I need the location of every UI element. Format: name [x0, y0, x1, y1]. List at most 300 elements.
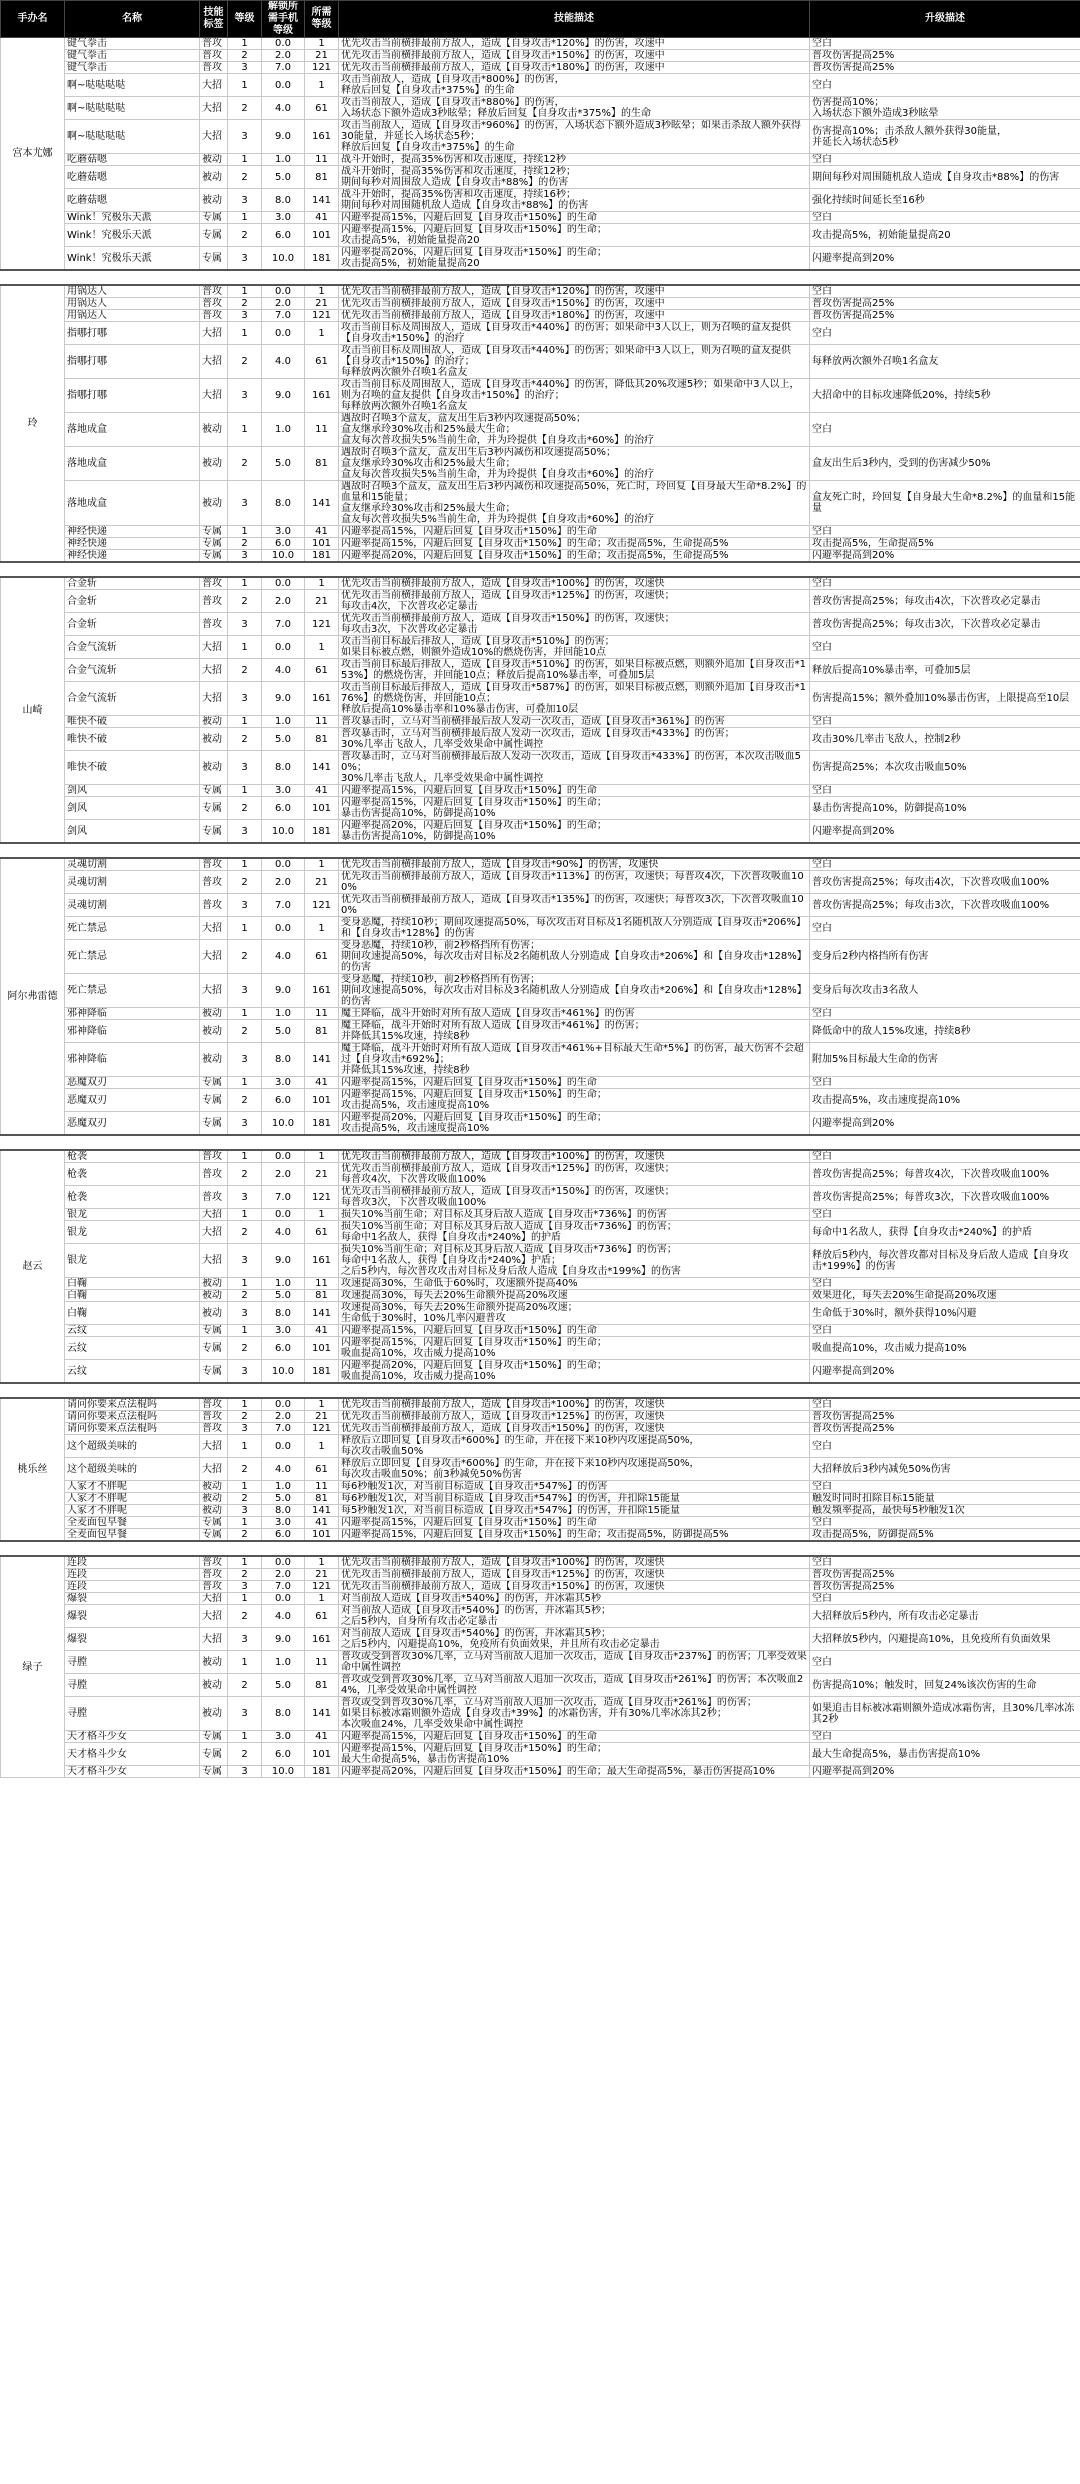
required-level: 11	[305, 154, 339, 166]
table-row	[1, 1569, 1080, 1581]
upgrade-description: 空白	[810, 212, 1080, 224]
skill-name: 合金气流斩	[65, 682, 200, 716]
skill-name: 合金气流斩	[65, 636, 200, 659]
skill-level: 3	[228, 1766, 262, 1778]
upgrade-description: 空白	[810, 858, 1080, 871]
skill-level: 3	[228, 894, 262, 917]
upgrade-description: 效果进化，每失去20%生命提高20%攻速	[810, 1290, 1080, 1302]
skill-level: 2	[228, 1163, 262, 1186]
skill-tag: 专属	[200, 785, 228, 797]
skill-level: 1	[228, 526, 262, 538]
skill-level: 1	[228, 322, 262, 345]
skill-description: 闪避率提高15%，闪避后回复【自身攻击*150%】的生命	[339, 1731, 810, 1743]
skill-level: 2	[228, 797, 262, 820]
phone-level: 0.0	[262, 38, 305, 50]
phone-level: 3.0	[262, 212, 305, 224]
skill-level: 2	[228, 1411, 262, 1423]
skill-description: 优先攻击当前横排最前方敌人，造成【自身攻击*150%】的伤害，攻速快； 每普攻3次，下次普攻吸血100%	[339, 1186, 810, 1209]
skill-tag: 专属	[200, 247, 228, 271]
skill-tag: 大招	[200, 659, 228, 682]
skill-name: 恶魔双刃	[65, 1112, 200, 1136]
skill-description: 闪避率提高15%，闪避后回复【自身攻击*150%】的生命	[339, 785, 810, 797]
skill-tag: 大招	[200, 345, 228, 379]
skill-description: 闪避率提高15%，闪避后回复【自身攻击*150%】的生命； 暴击伤害提高10%，防御提高10%	[339, 797, 810, 820]
phone-level: 6.0	[262, 1337, 305, 1360]
phone-level: 0.0	[262, 1150, 305, 1163]
phone-level: 7.0	[262, 613, 305, 636]
required-level: 101	[305, 1529, 339, 1542]
table-row	[1, 50, 1080, 62]
phone-level: 9.0	[262, 379, 305, 413]
required-level: 101	[305, 797, 339, 820]
skill-name: 灵魂切割	[65, 894, 200, 917]
required-level: 141	[305, 1697, 339, 1731]
upgrade-description: 空白	[810, 636, 1080, 659]
required-level: 81	[305, 1674, 339, 1697]
skill-name: 死亡禁忌	[65, 974, 200, 1008]
required-level: 121	[305, 1186, 339, 1209]
phone-level: 6.0	[262, 538, 305, 550]
skill-level: 1	[228, 74, 262, 97]
table-row	[1, 751, 1080, 785]
phone-level: 8.0	[262, 481, 305, 526]
phone-level: 6.0	[262, 1089, 305, 1112]
phone-level: 6.0	[262, 1743, 305, 1766]
upgrade-description: 普攻伤害提高25%；每攻击4次，下次普攻必定暴击	[810, 590, 1080, 613]
required-level: 181	[305, 1766, 339, 1778]
phone-level: 3.0	[262, 1325, 305, 1337]
phone-level: 2.0	[262, 1163, 305, 1186]
phone-level: 7.0	[262, 310, 305, 322]
upgrade-description: 闪避率提高到20%	[810, 820, 1080, 844]
skill-description: 普攻或受到普攻30%几率，立马对当前敌人追加一次攻击，造成【自身攻击*261%】的伤害；本次吸血24%，几率受效果命中属性调控	[339, 1674, 810, 1697]
group-separator	[1, 1541, 1080, 1556]
phone-level: 10.0	[262, 247, 305, 271]
skill-tag: 大招	[200, 1221, 228, 1244]
skill-description: 攻速提高30%，每失去20%生命额外提高20%攻速	[339, 1290, 810, 1302]
table-row	[1, 345, 1080, 379]
phone-level: 2.0	[262, 298, 305, 310]
skill-level: 2	[228, 1290, 262, 1302]
skill-tag: 普攻	[200, 285, 228, 298]
skill-tag: 普攻	[200, 1423, 228, 1435]
skill-tag: 专属	[200, 1529, 228, 1542]
group-gap	[1, 270, 1080, 285]
upgrade-description: 空白	[810, 917, 1080, 940]
upgrade-description: 强化持续时间延长至16秒	[810, 189, 1080, 212]
skill-name: 云纹	[65, 1360, 200, 1384]
skill-name: 连段	[65, 1581, 200, 1593]
skill-level: 1	[228, 1651, 262, 1674]
table-row	[1, 166, 1080, 189]
upgrade-description: 空白	[810, 1398, 1080, 1411]
table-body	[1, 38, 1080, 1778]
skill-name: 邪神降临	[65, 1020, 200, 1043]
required-level: 121	[305, 310, 339, 322]
skill-name: 恶魔双刃	[65, 1089, 200, 1112]
upgrade-description: 变身后每次攻击3名敌人	[810, 974, 1080, 1008]
group-separator	[1, 562, 1080, 577]
table-row	[1, 590, 1080, 613]
header-phone-level: 解锁所需手机等级	[262, 1, 305, 38]
table-row	[1, 247, 1080, 271]
required-level: 161	[305, 1628, 339, 1651]
skill-level: 2	[228, 1458, 262, 1481]
skill-tag: 专属	[200, 1325, 228, 1337]
header-figure: 手办名	[1, 1, 65, 38]
required-level: 101	[305, 538, 339, 550]
skill-description: 攻速提高30%，每失去20%生命额外提高20%攻速； 生命低于30%时，10%几率闪避普攻	[339, 1302, 810, 1325]
skill-tag: 普攻	[200, 871, 228, 894]
required-level: 161	[305, 120, 339, 154]
table-row	[1, 716, 1080, 728]
skill-level: 3	[228, 613, 262, 636]
phone-level: 0.0	[262, 1209, 305, 1221]
skill-level: 3	[228, 1505, 262, 1517]
phone-level: 5.0	[262, 1674, 305, 1697]
skill-description: 变身恶魔，持续10秒，前2秒格挡所有伤害； 期间攻速提高50%，每次攻击对目标及2名随机敌人分别造成【自身攻击*206%】和【自身攻击*128%】的伤害	[339, 940, 810, 974]
skill-name: 灵魂切割	[65, 871, 200, 894]
skill-description: 损失10%当前生命；对目标及其身后敌人造成【自身攻击*736%】的伤害	[339, 1209, 810, 1221]
skill-name: 合金斩	[65, 577, 200, 590]
phone-level: 0.0	[262, 1398, 305, 1411]
upgrade-description: 大招命中的目标攻速降低20%，持续5秒	[810, 379, 1080, 413]
skill-name: 吃蘑菇嗯	[65, 189, 200, 212]
phone-level: 5.0	[262, 728, 305, 751]
phone-level: 10.0	[262, 1360, 305, 1384]
phone-level: 3.0	[262, 1731, 305, 1743]
skill-level: 3	[228, 550, 262, 563]
upgrade-description: 空白	[810, 74, 1080, 97]
skill-tag: 专属	[200, 797, 228, 820]
table-row	[1, 1651, 1080, 1674]
phone-level: 0.0	[262, 858, 305, 871]
table-row	[1, 1674, 1080, 1697]
upgrade-description: 普攻伤害提高25%	[810, 62, 1080, 74]
skill-description: 优先攻击当前横排最前方敌人，造成【自身攻击*150%】的伤害，攻速快	[339, 1581, 810, 1593]
skill-tag: 被动	[200, 1290, 228, 1302]
skill-level: 2	[228, 1674, 262, 1697]
figure-name: 玲	[1, 285, 65, 562]
skill-description: 魔王降临，战斗开始时对所有敌人造成【自身攻击*461%】的伤害； 并降低其15%攻速，持续8秒	[339, 1020, 810, 1043]
table-row	[1, 298, 1080, 310]
skill-tag: 普攻	[200, 1581, 228, 1593]
required-level: 181	[305, 1360, 339, 1384]
skill-tag: 专属	[200, 1517, 228, 1529]
skill-level: 1	[228, 1325, 262, 1337]
skill-name: 连段	[65, 1556, 200, 1569]
table-row	[1, 1505, 1080, 1517]
skill-name: 云纹	[65, 1325, 200, 1337]
skill-name: 用锅达人	[65, 285, 200, 298]
skill-name: Wink！究极乐天派	[65, 247, 200, 271]
skill-name: 合金斩	[65, 590, 200, 613]
required-level: 1	[305, 38, 339, 50]
table-row	[1, 1020, 1080, 1043]
required-level: 1	[305, 917, 339, 940]
skill-level: 2	[228, 345, 262, 379]
skill-tag: 专属	[200, 1731, 228, 1743]
skill-name: 剑风	[65, 820, 200, 844]
skill-tag: 专属	[200, 550, 228, 563]
table-row	[1, 1697, 1080, 1731]
table-row	[1, 871, 1080, 894]
upgrade-description: 降低命中的敌人15%攻速，持续8秒	[810, 1020, 1080, 1043]
phone-level: 4.0	[262, 97, 305, 120]
table-row	[1, 1209, 1080, 1221]
table-row	[1, 322, 1080, 345]
skill-description: 优先攻击当前横排最前方敌人，造成【自身攻击*125%】的伤害，攻速快	[339, 1411, 810, 1423]
skill-level: 1	[228, 785, 262, 797]
skill-name: 啊~哒哒哒哒	[65, 120, 200, 154]
phone-level: 1.0	[262, 1278, 305, 1290]
upgrade-description: 空白	[810, 1481, 1080, 1493]
skill-level: 1	[228, 1209, 262, 1221]
phone-level: 0.0	[262, 1593, 305, 1605]
skill-level: 3	[228, 1423, 262, 1435]
skill-tag: 专属	[200, 1360, 228, 1384]
upgrade-description: 普攻伤害提高25%	[810, 1423, 1080, 1435]
skill-level: 1	[228, 1481, 262, 1493]
required-level: 61	[305, 1605, 339, 1628]
skill-name: 天才格斗少女	[65, 1766, 200, 1778]
skill-description: 闪避率提高15%，闪避后回复【自身攻击*150%】的生命； 攻击提高5%，初始能量提高20	[339, 224, 810, 247]
phone-level: 0.0	[262, 1556, 305, 1569]
skill-tag: 专属	[200, 526, 228, 538]
skill-level: 2	[228, 97, 262, 120]
required-level: 141	[305, 481, 339, 526]
required-level: 11	[305, 1651, 339, 1674]
required-level: 1	[305, 74, 339, 97]
skill-level: 2	[228, 659, 262, 682]
required-level: 101	[305, 1337, 339, 1360]
skill-tag: 专属	[200, 224, 228, 247]
skill-description: 闪避率提高15%，闪避后回复【自身攻击*150%】的生命；攻击提高5%，防御提高5%	[339, 1529, 810, 1542]
skill-level: 3	[228, 1244, 262, 1278]
table-row	[1, 1302, 1080, 1325]
table-row	[1, 1481, 1080, 1493]
required-level: 11	[305, 716, 339, 728]
phone-level: 2.0	[262, 50, 305, 62]
skill-level: 2	[228, 224, 262, 247]
skill-name: 合金气流斩	[65, 659, 200, 682]
upgrade-description: 盒友出生后3秒内，受到的伤害减少50%	[810, 447, 1080, 481]
upgrade-description: 攻击提高5%，初始能量提高20	[810, 224, 1080, 247]
skill-tag: 普攻	[200, 50, 228, 62]
table-row	[1, 1593, 1080, 1605]
phone-level: 4.0	[262, 940, 305, 974]
skill-tag: 专属	[200, 1337, 228, 1360]
skill-name: 合金斩	[65, 613, 200, 636]
skill-name: 用锅达人	[65, 310, 200, 322]
skill-name: 吃蘑菇嗯	[65, 166, 200, 189]
upgrade-description: 闪避率提高到20%	[810, 550, 1080, 563]
skill-description: 魔王降临，战斗开始时对所有敌人造成【自身攻击*461%】的伤害	[339, 1008, 810, 1020]
skill-level: 3	[228, 1697, 262, 1731]
table-row	[1, 1008, 1080, 1020]
skill-description: 闪避率提高15%，闪避后回复【自身攻击*150%】的生命；攻击提高5%，生命提高5%	[339, 538, 810, 550]
header-row	[1, 1, 1080, 38]
skill-tag: 大招	[200, 97, 228, 120]
skill-description: 优先攻击当前横排最前方敌人，造成【自身攻击*150%】的伤害，攻速中	[339, 50, 810, 62]
upgrade-description: 释放后提高10%暴击率，可叠加5层	[810, 659, 1080, 682]
required-level: 41	[305, 1517, 339, 1529]
skill-name: 枪袭	[65, 1150, 200, 1163]
skill-name: 灵魂切割	[65, 858, 200, 871]
upgrade-description: 空白	[810, 1077, 1080, 1089]
upgrade-description: 空白	[810, 1556, 1080, 1569]
skill-tag: 大招	[200, 917, 228, 940]
skill-level: 2	[228, 1020, 262, 1043]
skill-name: 神经快递	[65, 538, 200, 550]
skill-name: 请问你要来点法棍吗	[65, 1423, 200, 1435]
table-row	[1, 1435, 1080, 1458]
phone-level: 9.0	[262, 682, 305, 716]
skill-description: 优先攻击当前横排最前方敌人，造成【自身攻击*100%】的伤害，攻速快	[339, 1150, 810, 1163]
phone-level: 9.0	[262, 1244, 305, 1278]
skill-level: 2	[228, 447, 262, 481]
skill-level: 1	[228, 858, 262, 871]
table-row	[1, 97, 1080, 120]
table-row	[1, 1337, 1080, 1360]
skill-tag: 大招	[200, 74, 228, 97]
table-row	[1, 447, 1080, 481]
table-row	[1, 1150, 1080, 1163]
skill-name: Wink！究极乐天派	[65, 212, 200, 224]
required-level: 101	[305, 1743, 339, 1766]
skill-description: 每6秒触发1次，对当前目标造成【自身攻击*547%】的伤害	[339, 1481, 810, 1493]
phone-level: 0.0	[262, 322, 305, 345]
table-row	[1, 917, 1080, 940]
skill-name: 枪袭	[65, 1163, 200, 1186]
skill-level: 1	[228, 1150, 262, 1163]
skill-level: 3	[228, 189, 262, 212]
required-level: 11	[305, 413, 339, 447]
required-level: 1	[305, 322, 339, 345]
phone-level: 0.0	[262, 577, 305, 590]
phone-level: 3.0	[262, 526, 305, 538]
table-row	[1, 285, 1080, 298]
required-level: 141	[305, 1505, 339, 1517]
upgrade-description: 空白	[810, 1517, 1080, 1529]
upgrade-description: 攻击提高5%，防御提高5%	[810, 1529, 1080, 1542]
required-level: 141	[305, 189, 339, 212]
skill-tag: 普攻	[200, 1163, 228, 1186]
required-level: 1	[305, 1593, 339, 1605]
upgrade-description: 闪避率提高到20%	[810, 1112, 1080, 1136]
skill-name: 这个超级美味的	[65, 1458, 200, 1481]
upgrade-description: 伤害提高25%；本次攻击吸血50%	[810, 751, 1080, 785]
phone-level: 6.0	[262, 224, 305, 247]
phone-level: 7.0	[262, 1186, 305, 1209]
table-row	[1, 820, 1080, 844]
upgrade-description: 闪避率提高到20%	[810, 1766, 1080, 1778]
upgrade-description: 大招释放后3秒内减免50%伤害	[810, 1458, 1080, 1481]
skill-level: 2	[228, 940, 262, 974]
skill-tag: 被动	[200, 481, 228, 526]
skill-name: 唯快不破	[65, 751, 200, 785]
skill-level: 1	[228, 1077, 262, 1089]
phone-level: 9.0	[262, 120, 305, 154]
required-level: 81	[305, 1020, 339, 1043]
skill-tag: 专属	[200, 538, 228, 550]
figure-name: 宫本尤娜	[1, 38, 65, 271]
skill-tag: 普攻	[200, 590, 228, 613]
table-row	[1, 974, 1080, 1008]
phone-level: 10.0	[262, 550, 305, 563]
upgrade-description: 附加5%目标最大生命的伤害	[810, 1043, 1080, 1077]
skill-level: 1	[228, 1517, 262, 1529]
skill-level: 1	[228, 1008, 262, 1020]
figure-name: 赵云	[1, 1150, 65, 1383]
phone-level: 8.0	[262, 1302, 305, 1325]
skill-level: 2	[228, 166, 262, 189]
upgrade-description: 空白	[810, 1150, 1080, 1163]
required-level: 121	[305, 62, 339, 74]
phone-level: 7.0	[262, 1581, 305, 1593]
table-row	[1, 379, 1080, 413]
required-level: 81	[305, 447, 339, 481]
skill-level: 3	[228, 1186, 262, 1209]
table-row	[1, 858, 1080, 871]
upgrade-description: 暴击伤害提高10%，防御提高10%	[810, 797, 1080, 820]
skill-description: 每6秒触发1次，对当前目标造成【自身攻击*547%】的伤害，并扣除15能量	[339, 1493, 810, 1505]
table-row	[1, 1529, 1080, 1542]
skill-tag: 大招	[200, 379, 228, 413]
table-row	[1, 550, 1080, 563]
table-row	[1, 1411, 1080, 1423]
skill-tag: 被动	[200, 728, 228, 751]
skill-description: 遇敌时召唤3个盒友，盒友出生后3秒内减伤和攻速提高50%，死亡时，玲回复【自身最大生命*8.2%】的血量和15能量； 盒友继承玲30%攻击和25%最大生命； 盒友每次普攻损失5%当前生命，并为玲提供【自身攻击*60%】的治疗	[339, 481, 810, 526]
skill-name: 剑风	[65, 785, 200, 797]
upgrade-description: 闪避率提高到20%	[810, 247, 1080, 271]
table-row	[1, 1089, 1080, 1112]
required-level: 121	[305, 894, 339, 917]
skill-level: 1	[228, 1731, 262, 1743]
upgrade-description: 空白	[810, 1593, 1080, 1605]
table-row	[1, 1360, 1080, 1384]
required-level: 41	[305, 785, 339, 797]
upgrade-description: 普攻伤害提高25%	[810, 310, 1080, 322]
phone-level: 2.0	[262, 1569, 305, 1581]
phone-level: 3.0	[262, 1517, 305, 1529]
skill-name: 枪袭	[65, 1186, 200, 1209]
phone-level: 4.0	[262, 659, 305, 682]
skill-level: 3	[228, 62, 262, 74]
skill-name: 吃蘑菇嗯	[65, 154, 200, 166]
skill-level: 2	[228, 1089, 262, 1112]
skill-description: 攻击当前目标最后排敌人，造成【自身攻击*587%】的伤害，如果目标被点燃，则额外追加【自身攻击*176%】的燃烧伤害，并回能10点； 释放后提高10%暴击率和10%暴击伤害，可叠加10层	[339, 682, 810, 716]
skill-level: 2	[228, 50, 262, 62]
skill-name: 剑风	[65, 797, 200, 820]
table-row	[1, 74, 1080, 97]
phone-level: 10.0	[262, 1112, 305, 1136]
upgrade-description: 普攻伤害提高25%；每普攻4次，下次普攻吸血100%	[810, 1163, 1080, 1186]
skill-tag: 普攻	[200, 1411, 228, 1423]
upgrade-description: 伤害提高10%； 入场状态下额外造成3秒眩晕	[810, 97, 1080, 120]
table-row	[1, 120, 1080, 154]
upgrade-description: 最大生命提高5%，暴击伤害提高10%	[810, 1743, 1080, 1766]
phone-level: 0.0	[262, 1435, 305, 1458]
required-level: 41	[305, 526, 339, 538]
phone-level: 2.0	[262, 1411, 305, 1423]
phone-level: 8.0	[262, 1697, 305, 1731]
skill-name: 这个超级美味的	[65, 1435, 200, 1458]
skill-tag: 大招	[200, 1605, 228, 1628]
upgrade-description: 空白	[810, 285, 1080, 298]
required-level: 121	[305, 1581, 339, 1593]
skill-description: 魔王降临，战斗开始时对所有敌人造成【自身攻击*461%+目标最大生命*5%】的伤害，最大伤害不会超过【自身攻击*692%】； 并降低其15%攻速，持续8秒	[339, 1043, 810, 1077]
